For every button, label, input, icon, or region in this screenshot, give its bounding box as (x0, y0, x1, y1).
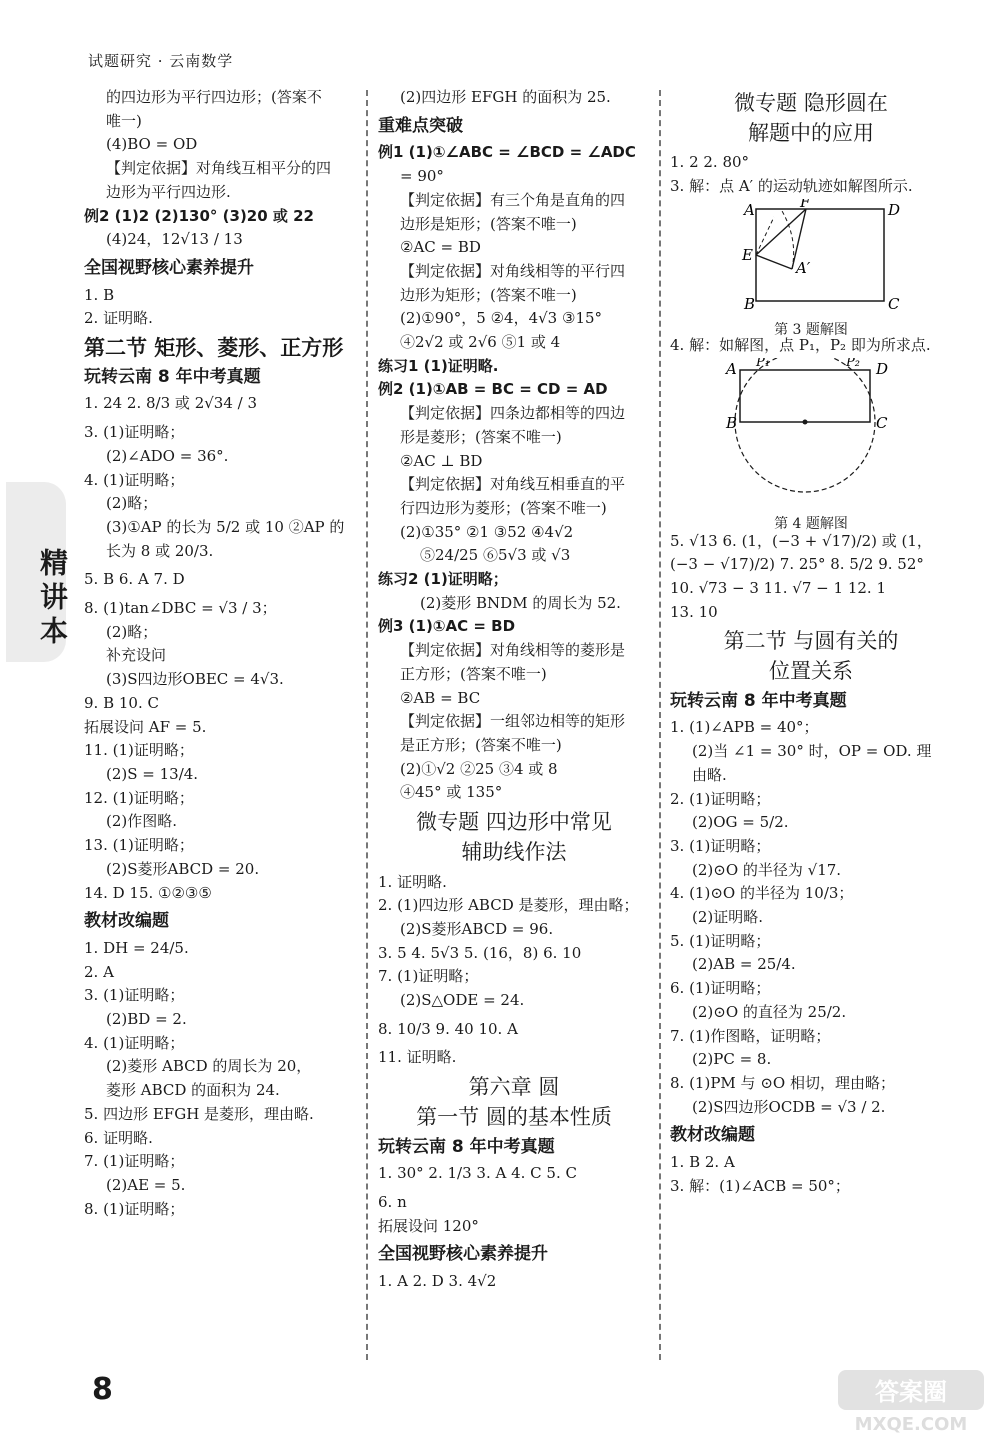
col1-line: (2)∠ADO = 36°. (106, 446, 229, 465)
col3-bottom-line: 6. (1)证明略； (670, 979, 771, 998)
q3-label-d: D (888, 200, 901, 219)
col2-line: (2)①√2 ②25 ③4 或 8 (400, 759, 558, 778)
col2-line: 2. (1)四边形 ABCD 是菱形，理由略； (378, 896, 639, 915)
col3-bottom-line: 3. (1)证明略； (670, 836, 771, 855)
col1-line: 全国视野核心素养提升 (84, 257, 254, 278)
col3-bottom-line: 7. (1)作图略，证明略； (670, 1026, 831, 1045)
q3-segment-ef (756, 209, 806, 255)
col1-line: (2)S = 13/4. (106, 764, 199, 783)
col1-line: 补充设问 (106, 646, 167, 665)
q3-label-f: F (800, 198, 811, 211)
col1-line: (2)AE = 5. (106, 1175, 186, 1194)
col1-line: (3)①AP 的长为 5/2 或 10 ②AP 的 (106, 517, 345, 536)
col3-bottom-line: 由略. (692, 765, 727, 784)
col1-line: 6. 证明略. (84, 1128, 153, 1147)
col3-bottom-line: 1. B 2. A (670, 1153, 735, 1172)
column-3-bottom-block (670, 530, 952, 1199)
col1-line: 8. (1)tan∠DBC = √3 / 3； (84, 599, 277, 618)
col2-line: ②AC ⊥ BD (400, 451, 483, 470)
col1-line: (2)菱形 ABCD 的周长为 20， (106, 1057, 312, 1076)
col2-line: 【判定依据】一组邻边相等的矩形 (400, 712, 626, 731)
col2-line: 8. 10/3 9. 40 10. A (378, 1019, 518, 1038)
col2-line: 7. (1)证明略； (378, 967, 479, 986)
col3-bottom-line: 8. (1)PM 与 ⊙O 相切，理由略； (670, 1073, 895, 1092)
q4-label-p2: P₂ (846, 357, 860, 370)
q3-segment-ea (756, 255, 792, 269)
figure-q4-drawing (670, 358, 952, 506)
col1-line: 边形为平行四边形. (106, 182, 231, 201)
col1-line: (4)BO = OD (106, 135, 198, 154)
col3-bottom-line: 13. 10 (670, 602, 718, 621)
col2-line: (2)S△ODE = 24. (400, 991, 525, 1010)
watermark-logo (836, 1366, 986, 1438)
answer-column-3 (670, 86, 952, 1199)
figure-q4 (670, 357, 952, 533)
col3-bottom-line: 4. (1)⊙O 的半径为 10/3； (670, 884, 854, 903)
col2-line: 1. 30° 2. 1/3 3. A 4. C 5. C (378, 1164, 577, 1183)
col2-line: 11. 证明略. (378, 1048, 457, 1067)
col1-line: (4)24，12√13 / 13 (106, 230, 243, 249)
col2-line: 例2 (1)①AB = BC = CD = AD (378, 380, 608, 399)
col2-line: (2)四边形 EFGH 的面积为 25. (400, 88, 611, 106)
column-divider-left (366, 90, 368, 1360)
q3-label-a: A (744, 200, 755, 219)
col1-line: 5. 四边形 EFGH 是菱形，理由略. (84, 1104, 314, 1123)
watermark-url-mark: MXQE.COM (854, 1414, 968, 1435)
col1-line: 11. (1)证明略； (84, 741, 194, 760)
col3-bottom-line: 1. (1)∠APB = 40°； (670, 718, 819, 737)
col3-bottom-line: (2)⊙O 的半径为 √17. (692, 860, 842, 879)
col1-line: 1. B (84, 285, 115, 304)
col3-bottom-line: (2)⊙O 的直径为 25/2. (692, 1002, 847, 1021)
col3-bottom-line: 2. (1)证明略； (670, 789, 771, 808)
q4-label-c: C (876, 413, 888, 432)
q3-label-b: B (744, 294, 756, 311)
col2-line: 辅助线作法 (461, 839, 567, 864)
col2-line: (2)①90°，5 ②4，4√3 ③15° (400, 309, 603, 328)
page-number: 8 (92, 1372, 113, 1407)
col2-line: 形是菱形；(答案不唯一) (400, 427, 562, 446)
col3-top-line: 解题中的应用 (748, 120, 874, 145)
col1-line: (2)BD = 2. (106, 1010, 187, 1029)
col1-line: 9. B 10. C (84, 693, 159, 712)
col2-line: 【判定依据】有三个角是直角的四 (400, 190, 626, 209)
col1-line: (2)略； (106, 494, 158, 513)
col1-line: (2)作图略. (106, 812, 178, 831)
q4-label-p1: P₁ (756, 357, 770, 370)
q4-label-b: B (726, 413, 738, 432)
col1-line: 拓展设问 AF = 5. (84, 717, 207, 736)
column-divider-right (659, 90, 661, 1360)
col3-bottom-line: (2)当 ∠1 = 30° 时，OP = OD. 理 (692, 742, 932, 761)
col2-line: 例3 (1)①AC = BD (378, 617, 516, 636)
q4-label-a: A (726, 359, 737, 378)
col3-bottom-line: 5. (1)证明略； (670, 931, 771, 950)
q3-rectangle (756, 209, 884, 301)
col1-line: 8. (1)证明略； (84, 1199, 185, 1218)
col3-bottom-line: 第二节 与圆有关的 (723, 629, 899, 654)
col2-line: 【判定依据】对角线互相垂直的平 (400, 475, 626, 494)
watermark-mark: 答案圈 (875, 1378, 947, 1406)
col3-bottom-line: 5. √13 6. (1，(−3 + √17)/2) 或 (1， (670, 531, 932, 550)
col2-line: 【判定依据】对角线相等的平行四 (400, 261, 626, 280)
col3-bottom-line: 教材改编题 (670, 1125, 755, 1146)
col1-line: 4. (1)证明略； (84, 470, 185, 489)
col2-line: 1. A 2. D 3. 4√2 (378, 1272, 497, 1291)
col2-line: (2)菱形 BNDM 的周长为 52. (420, 593, 621, 612)
col3-bottom-line: (2)OG = 5/2. (692, 813, 789, 832)
col2-line: 微专题 四边形中常见 (416, 810, 612, 835)
col1-line: 2. A (84, 962, 114, 981)
col2-line: ②AC = BD (400, 238, 481, 257)
col3-bottom-line: 3. 解：(1)∠ACB = 50°； (670, 1176, 850, 1195)
col1-line: 玩转云南 8 年中考真题 (84, 366, 261, 387)
col1-line: 13. (1)证明略； (84, 836, 194, 855)
col2-line: 6. n (378, 1192, 407, 1211)
running-header: 试题研究 · 云南数学 (88, 52, 234, 70)
col2-line: 正方形；(答案不唯一) (400, 664, 547, 683)
col1-line: 唯一) (106, 111, 142, 130)
col1-line: 12. (1)证明略； (84, 788, 194, 807)
col2-line: 重难点突破 (378, 115, 463, 136)
col2-line: 练习1 (1)证明略. (378, 356, 499, 375)
col2-line: = 90° (400, 167, 444, 186)
col2-line: 行四边形为菱形；(答案不唯一) (400, 498, 607, 517)
col3-bottom-line: (−3 − √17)/2) 7. 25° 8. 5/2 9. 52° (670, 555, 924, 574)
col3-bottom-line: (2)证明略. (692, 908, 764, 927)
figure-q3-drawing (670, 199, 952, 311)
col3-bottom-line: (2)S四边形OCDB = √3 / 2. (692, 1097, 886, 1116)
col3-bottom-line: (2)AB = 25/4. (692, 955, 796, 974)
col2-line: 练习2 (1)证明略； (378, 570, 508, 589)
col2-line: 边形是矩形；(答案不唯一) (400, 214, 577, 233)
col1-line: 长为 8 或 20/3. (106, 541, 214, 560)
col3-bottom-line: 位置关系 (769, 659, 853, 684)
answer-column-2 (378, 86, 650, 1294)
col1-line: 1. 24 2. 8/3 或 2√34 / 3 (84, 394, 258, 413)
col2-line: ⑤24/25 ⑥5√3 或 √3 (420, 546, 571, 565)
col1-line: 14. D 15. ①②③⑤ (84, 883, 212, 902)
col2-line: 全国视野核心素养提升 (378, 1244, 548, 1265)
col2-line: ④2√2 或 2√6 ⑤1 或 4 (400, 333, 561, 352)
col2-line: 拓展设问 120° (378, 1216, 479, 1235)
col2-line: 是正方形；(答案不唯一) (400, 735, 562, 754)
col2-line: (2)①35° ②1 ③52 ④4√2 (400, 522, 574, 541)
figure-q3-caption: 第 3 题解图 (774, 321, 848, 338)
col1-line: 菱形 ABCD 的面积为 24. (106, 1081, 280, 1100)
col2-line: 边形为矩形；(答案不唯一) (400, 285, 577, 304)
q3-dashed-chord (756, 217, 774, 255)
col1-line: 2. 证明略. (84, 309, 153, 328)
q3-label-c: C (888, 294, 900, 311)
col2-line: 3. 5 4. 5√3 5. (16，8) 6. 10 (378, 943, 582, 962)
col1-line: 例2 (1)2 (2)130° (3)20 或 22 (84, 206, 314, 225)
col3-mid-line: 4. 解：如解图，点 P₁，P₂ 即为所求点. (670, 335, 931, 354)
side-tab-label: 精讲本 (36, 548, 69, 650)
col3-top-line: 1. 2 2. 80° (670, 153, 750, 172)
col1-line: (2)略； (106, 622, 158, 641)
col2-line: 1. 证明略. (378, 872, 447, 891)
col2-line: 【判定依据】四条边都相等的四边 (400, 404, 626, 423)
answer-column-1 (84, 86, 356, 1221)
col1-line: 【判定依据】对角线互相平分的四 (106, 159, 332, 178)
col1-line: 7. (1)证明略； (84, 1152, 185, 1171)
col3-top-line: 微专题 隐形圆在 (734, 91, 888, 115)
col2-line: ④45° 或 135° (400, 783, 503, 802)
col1-line: 3. (1)证明略； (84, 986, 185, 1005)
q3-locus-arc (782, 211, 794, 269)
col1-line: 的四边形为平行四边形；(答案不 (106, 88, 322, 106)
q4-rectangle (740, 370, 870, 422)
col1-line: (3)S四边形OBEC = 4√3. (106, 670, 284, 689)
col3-bottom-line: (2)PC = 8. (692, 1050, 772, 1069)
col1-line: 第二节 矩形、菱形、正方形 (84, 336, 344, 361)
col3-top-line: 3. 解：点 A′ 的运动轨迹如解图所示. (670, 177, 913, 196)
q3-label-e: E (742, 245, 753, 264)
q4-dashed-circle (735, 358, 875, 492)
q4-label-d: D (876, 359, 889, 378)
col2-line: 第一节 圆的基本性质 (416, 1104, 612, 1129)
col2-line: 【判定依据】对角线相等的菱形是 (400, 641, 626, 660)
col2-line: 玩转云南 8 年中考真题 (378, 1136, 555, 1157)
col2-line: (2)S菱形ABCD = 96. (400, 919, 554, 938)
col2-line: 第六章 圆 (468, 1075, 560, 1100)
col1-line: (2)S菱形ABCD = 20. (106, 859, 260, 878)
col1-line: 3. (1)证明略； (84, 423, 185, 442)
figure-q4-caption: 第 4 题解图 (774, 516, 848, 533)
side-tab (6, 482, 69, 662)
col1-line: 教材改编题 (84, 911, 169, 932)
col2-line: 例1 (1)①∠ABC = ∠BCD = ∠ADC (378, 143, 636, 162)
col1-line: 4. (1)证明略； (84, 1033, 185, 1052)
column-3-top-block (670, 92, 952, 199)
col2-line: ②AB = BC (400, 688, 481, 707)
q3-label-a-prime: A′ (796, 258, 811, 277)
q4-center-point (803, 419, 808, 424)
figure-q3 (670, 198, 952, 338)
col3-bottom-line: 10. √73 − 3 11. √7 − 1 12. 1 (670, 578, 886, 597)
col1-line: 1. DH = 24/5. (84, 938, 189, 957)
col1-line: 5. B 6. A 7. D (84, 570, 185, 589)
col3-bottom-line: 玩转云南 8 年中考真题 (670, 690, 847, 711)
